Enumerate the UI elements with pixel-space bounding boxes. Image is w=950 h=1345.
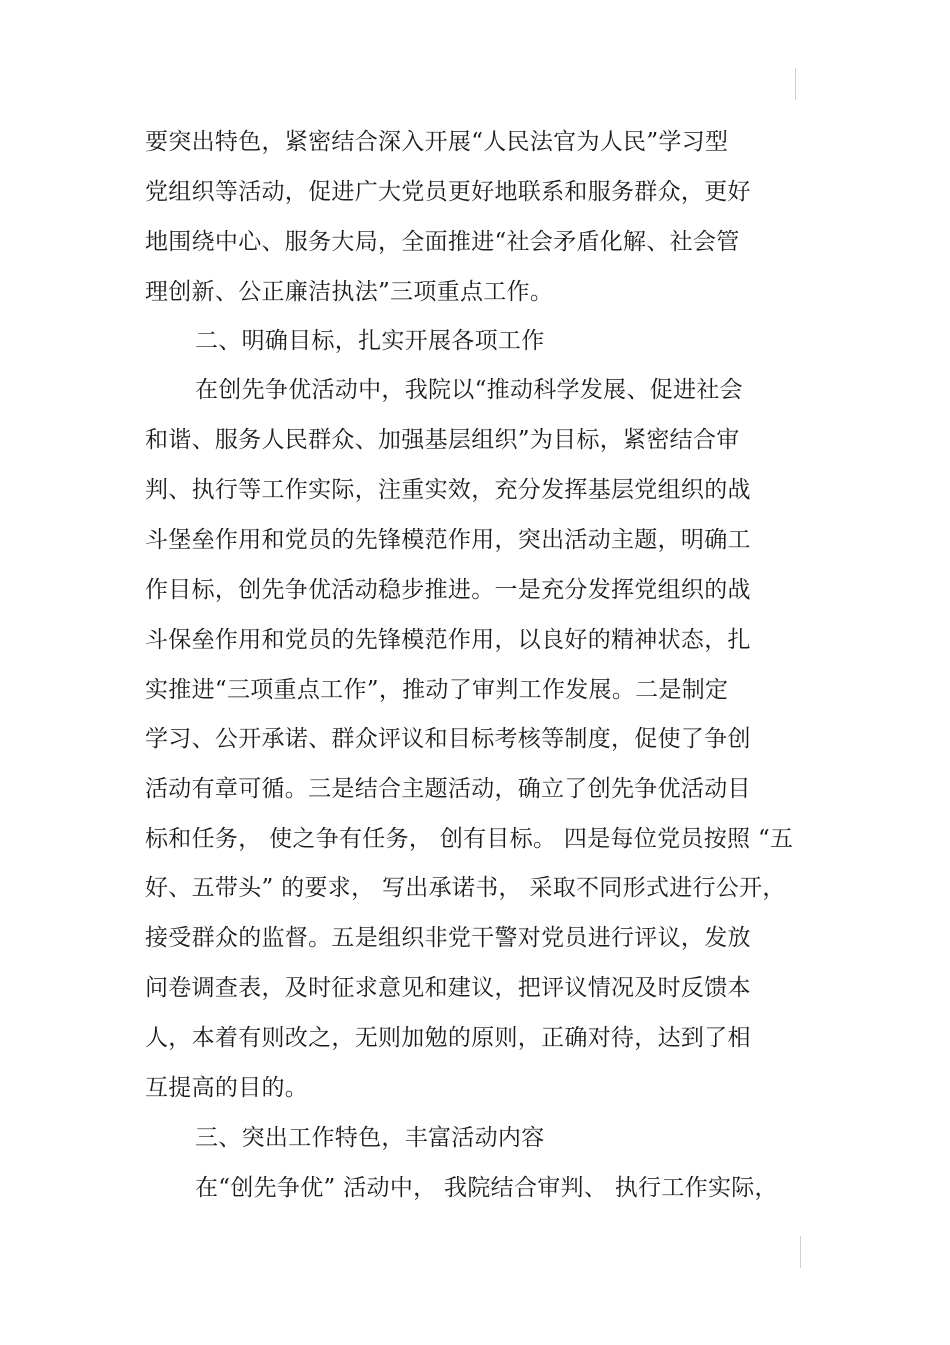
- text-line: 学习、公开承诺、群众评议和目标考核等制度，促使了争创: [145, 726, 751, 752]
- text-line: 好、五带头” 的要求， 写出承诺书， 采取不同形式进行公开，: [145, 875, 786, 901]
- text-line: 互提高的目的。: [145, 1075, 309, 1101]
- text-line: 问卷调查表，及时征求意见和建议，把评议情况及时反馈本: [145, 975, 751, 1001]
- margin-mark-top: [795, 68, 796, 100]
- text-line: 理创新、公正廉洁执法”三项重点工作。: [145, 279, 554, 305]
- section-heading: 二、明确目标，扎实开展各项工作: [195, 328, 545, 354]
- text-line: 实推进“三项重点工作”，推动了审判工作发展。二是制定: [145, 677, 729, 703]
- text-line: 和谐、服务人民群众、加强基层组织”为目标，紧密结合审: [145, 427, 740, 453]
- text-line: 斗保垒作用和党员的先锋模范作用，以良好的精神状态，扎: [145, 627, 751, 653]
- text-line: 判、执行等工作实际，注重实效，充分发挥基层党组织的战: [145, 477, 751, 503]
- text-line: 地围绕中心、服务大局，全面推进“社会矛盾化解、社会管: [145, 229, 740, 255]
- text-line: 作目标，创先争优活动稳步推进。一是充分发挥党组织的战: [145, 577, 751, 603]
- section-heading: 三、突出工作特色，丰富活动内容: [195, 1125, 545, 1151]
- text-line: 在创先争优活动中，我院以“推动科学发展、促进社会: [195, 377, 743, 403]
- text-line: 接受群众的监督。五是组织非党干警对党员进行评议，发放: [145, 925, 751, 951]
- text-line: 标和任务， 使之争有任务， 创有目标。 四是每位党员按照 “五: [145, 826, 794, 852]
- text-line: 斗堡垒作用和党员的先锋模范作用，突出活动主题，明确工: [145, 527, 751, 553]
- text-line: 活动有章可循。三是结合主题活动，确立了创先争优活动目: [145, 776, 751, 802]
- margin-mark-bottom: [800, 1236, 801, 1268]
- text-line: 人，本着有则改之，无则加勉的原则，正确对待，达到了相: [145, 1025, 751, 1051]
- text-line: 党组织等活动，促进广大党员更好地联系和服务群众，更好: [145, 179, 751, 205]
- text-line: 在“创先争优” 活动中， 我院结合审判、 执行工作实际，: [195, 1175, 778, 1201]
- text-line: 要突出特色，紧密结合深入开展“人民法官为人民”学习型: [145, 129, 729, 155]
